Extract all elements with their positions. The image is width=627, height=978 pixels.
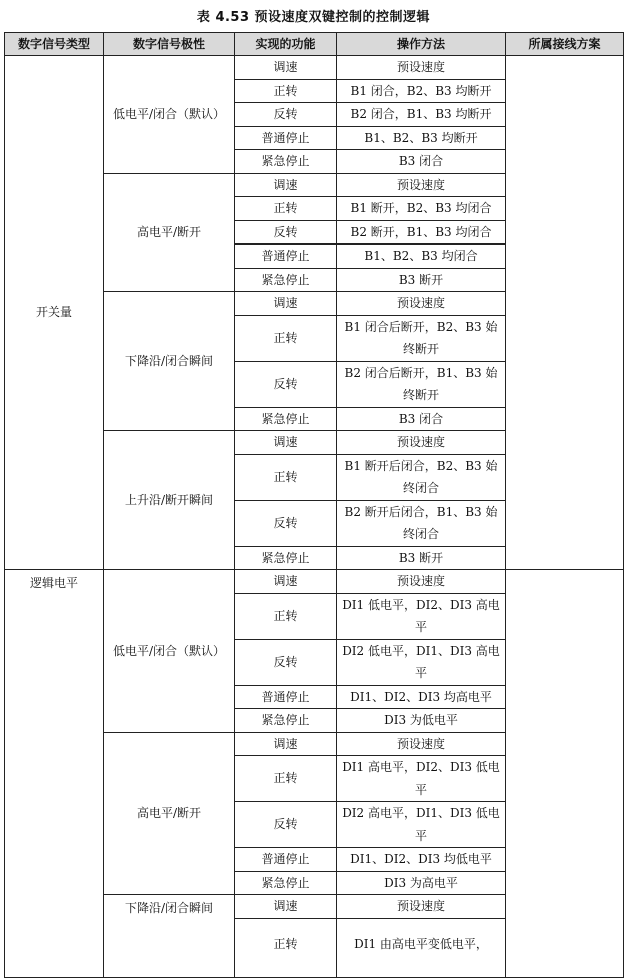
function-cell: 调速 [235, 895, 337, 919]
function-cell: 紧急停止 [235, 871, 337, 895]
function-cell: 反转 [235, 802, 337, 848]
function-cell: 紧急停止 [235, 407, 337, 431]
operation-cell: DI1 低电平，DI2、DI3 高电平 [337, 593, 506, 639]
header-operation: 操作方法 [337, 33, 506, 56]
operation-cell: B2 闭合后断开，B1、B3 始终断开 [337, 361, 506, 407]
function-cell: 紧急停止 [235, 709, 337, 733]
table-row [5, 56, 624, 80]
signal-polarity-cell: 上升沿/断开瞬间 [104, 431, 235, 570]
operation-cell: 预设速度 [337, 570, 506, 594]
operation-cell: DI3 为低电平 [337, 709, 506, 733]
operation-cell: DI2 高电平，DI1、DI3 低电平 [337, 802, 506, 848]
signal-polarity-cell: 低电平/闭合（默认） [104, 570, 235, 733]
signal-polarity-cell: 下降沿/闭合瞬间 [104, 895, 235, 978]
operation-cell: 预设速度 [337, 292, 506, 316]
operation-cell: 预设速度 [337, 895, 506, 919]
signal-polarity-cell: 下降沿/闭合瞬间 [104, 292, 235, 431]
function-cell: 正转 [235, 79, 337, 103]
function-cell: 紧急停止 [235, 268, 337, 292]
operation-cell: B3 闭合 [337, 150, 506, 174]
operation-cell: B1 闭合后断开，B2、B3 始终断开 [337, 315, 506, 361]
function-cell: 反转 [235, 103, 337, 127]
operation-cell: DI1、DI2、DI3 均低电平 [337, 848, 506, 872]
operation-cell: DI3 为高电平 [337, 871, 506, 895]
signal-polarity-cell: 高电平/断开 [104, 732, 235, 895]
function-cell: 正转 [235, 593, 337, 639]
operation-cell: B1、B2、B3 均断开 [337, 126, 506, 150]
function-cell: 普通停止 [235, 244, 337, 268]
wiring-scheme-cell [506, 570, 624, 978]
signal-polarity-cell: 低电平/闭合（默认） [104, 56, 235, 174]
function-cell: 正转 [235, 315, 337, 361]
operation-cell: DI1 由高电平变低电平， [337, 918, 506, 977]
table-caption: 表 4.53 预设速度双键控制的控制逻辑 [196, 10, 431, 25]
function-cell: 反转 [235, 639, 337, 685]
table-row [5, 570, 624, 594]
operation-cell: B3 断开 [337, 268, 506, 292]
function-cell: 调速 [235, 431, 337, 455]
function-cell: 正转 [235, 918, 337, 977]
operation-cell: 预设速度 [337, 56, 506, 80]
function-cell: 调速 [235, 56, 337, 80]
operation-cell: B2 闭合，B1、B3 均断开 [337, 103, 506, 127]
function-cell: 反转 [235, 361, 337, 407]
function-cell: 反转 [235, 500, 337, 546]
operation-cell: 预设速度 [337, 732, 506, 756]
operation-cell: B2 断开，B1、B3 均闭合 [337, 220, 506, 244]
operation-cell: DI2 低电平，DI1、DI3 高电平 [337, 639, 506, 685]
function-cell: 调速 [235, 570, 337, 594]
operation-cell: B3 闭合 [337, 407, 506, 431]
operation-cell: B1 断开后闭合，B2、B3 始终闭合 [337, 454, 506, 500]
signal-polarity-cell: 高电平/断开 [104, 173, 235, 292]
operation-cell: 预设速度 [337, 173, 506, 197]
function-cell: 紧急停止 [235, 546, 337, 570]
operation-cell: B1 断开，B2、B3 均闭合 [337, 197, 506, 221]
header-signal-polarity: 数字信号极性 [104, 33, 235, 56]
wiring-scheme-cell [506, 56, 624, 570]
function-cell: 反转 [235, 220, 337, 244]
header-wiring-scheme: 所属接线方案 [506, 33, 624, 56]
header-signal-type: 数字信号类型 [5, 33, 104, 56]
operation-cell: B1 闭合，B2、B3 均断开 [337, 79, 506, 103]
function-cell: 普通停止 [235, 126, 337, 150]
table-header-row [5, 33, 624, 56]
operation-cell: 预设速度 [337, 431, 506, 455]
function-cell: 紧急停止 [235, 150, 337, 174]
function-cell: 正转 [235, 454, 337, 500]
function-cell: 调速 [235, 173, 337, 197]
operation-cell: DI1 高电平，DI2、DI3 低电平 [337, 756, 506, 802]
function-cell: 正转 [235, 197, 337, 221]
control-logic-table [4, 32, 624, 978]
function-cell: 调速 [235, 292, 337, 316]
operation-cell: DI1、DI2、DI3 均高电平 [337, 685, 506, 709]
function-cell: 正转 [235, 756, 337, 802]
signal-type-cell: 逻辑电平 [5, 570, 104, 978]
function-cell: 调速 [235, 732, 337, 756]
function-cell: 普通停止 [235, 848, 337, 872]
signal-type-cell: 开关量 [5, 56, 104, 570]
operation-cell: B2 断开后闭合，B1、B3 始终闭合 [337, 500, 506, 546]
operation-cell: B1、B2、B3 均闭合 [337, 244, 506, 268]
header-function: 实现的功能 [235, 33, 337, 56]
table-body [5, 56, 624, 978]
operation-cell: B3 断开 [337, 546, 506, 570]
function-cell: 普通停止 [235, 685, 337, 709]
